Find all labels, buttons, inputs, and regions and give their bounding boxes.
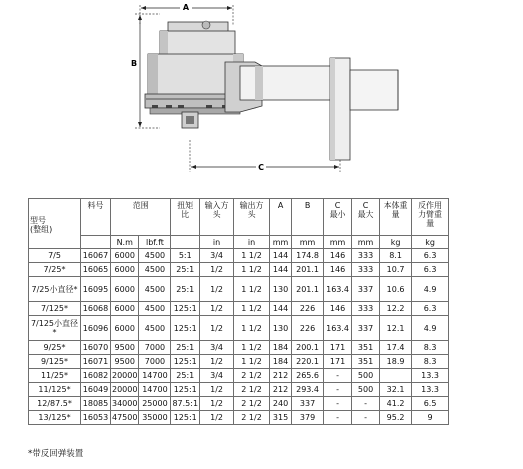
cell-cmax: - xyxy=(352,411,380,425)
cell-lbf: 4500 xyxy=(139,316,171,341)
cell-part: 18085 xyxy=(81,397,111,411)
cell-cmax: 337 xyxy=(352,316,380,341)
unit-output: in xyxy=(234,236,270,249)
table-row xyxy=(29,369,449,383)
unit-body: kg xyxy=(380,236,412,249)
header-c-max-text: C 最大 xyxy=(357,201,374,219)
header-range: 范围 xyxy=(111,199,171,236)
cell-a: 315 xyxy=(270,411,292,425)
cell-part: 16053 xyxy=(81,411,111,425)
unit-c-min: mm xyxy=(324,236,352,249)
dim-c-label: C xyxy=(258,163,264,172)
cell-model: 9/125* xyxy=(29,355,81,369)
cell-ratio: 5:1 xyxy=(171,249,200,263)
cell-ratio: 125:1 xyxy=(171,411,200,425)
cell-react: 8.3 xyxy=(412,341,449,355)
cell-ratio: 125:1 xyxy=(171,383,200,397)
cell-in: 1/2 xyxy=(200,411,234,425)
unit-part-blank xyxy=(81,236,111,249)
cell-b: 220.1 xyxy=(292,355,324,369)
cell-in: 1/2 xyxy=(200,302,234,316)
cell-model: 13/125* xyxy=(29,411,81,425)
header-torque-ratio-text: 扭矩 比 xyxy=(177,201,194,219)
cell-lbf: 4500 xyxy=(139,249,171,263)
cell-part: 16070 xyxy=(81,341,111,355)
cell-body: 8.1 xyxy=(380,249,412,263)
cell-nm: 6000 xyxy=(111,302,139,316)
header-reaction-weight xyxy=(412,199,449,236)
cell-cmin: 146 xyxy=(324,249,352,263)
unit-b: mm xyxy=(292,236,324,249)
table-row xyxy=(29,397,449,411)
header-torque-ratio xyxy=(171,199,200,236)
table-row xyxy=(29,383,449,397)
cell-b: 226 xyxy=(292,316,324,341)
cell-nm: 9500 xyxy=(111,355,139,369)
tool-body xyxy=(145,21,398,160)
header-body-weight-text: 本体重 量 xyxy=(383,201,408,219)
cell-out: 1 1/2 xyxy=(234,316,270,341)
cell-cmax: - xyxy=(352,397,380,411)
header-c-min xyxy=(324,199,352,236)
cell-cmin: 163.4 xyxy=(324,277,352,302)
header-body-weight xyxy=(380,199,412,236)
cell-lbf: 7000 xyxy=(139,355,171,369)
cell-a: 184 xyxy=(270,355,292,369)
header-part-no: 料号 xyxy=(81,199,111,236)
cell-cmin: - xyxy=(324,383,352,397)
cell-ratio: 87.5:1 xyxy=(171,397,200,411)
cell-out: 1 1/2 xyxy=(234,249,270,263)
cell-out: 1 1/2 xyxy=(234,277,270,302)
header-row xyxy=(29,199,449,236)
cell-part: 16071 xyxy=(81,355,111,369)
cell-in: 1/2 xyxy=(200,355,234,369)
unit-row xyxy=(29,236,449,249)
cell-cmin: 146 xyxy=(324,302,352,316)
cell-ratio: 25:1 xyxy=(171,277,200,302)
cell-react: 9 xyxy=(412,411,449,425)
cell-a: 212 xyxy=(270,383,292,397)
header-model-text: 型号 (整组) xyxy=(30,215,53,234)
cell-out: 2 1/2 xyxy=(234,383,270,397)
cell-out: 2 1/2 xyxy=(234,411,270,425)
cell-a: 144 xyxy=(270,263,292,277)
cell-nm: 20000 xyxy=(111,383,139,397)
table-row xyxy=(29,249,449,263)
cell-react: 13.3 xyxy=(412,383,449,397)
cell-lbf: 4500 xyxy=(139,277,171,302)
cell-react: 4.9 xyxy=(412,277,449,302)
spec-table xyxy=(28,198,449,425)
header-output-square xyxy=(234,199,270,236)
cell-out: 1 1/2 xyxy=(234,302,270,316)
cell-cmax: 500 xyxy=(352,383,380,397)
table-row xyxy=(29,411,449,425)
cell-part: 16065 xyxy=(81,263,111,277)
cell-model: 7/25小直径* xyxy=(29,277,81,302)
cell-part: 16067 xyxy=(81,249,111,263)
header-c-max xyxy=(352,199,380,236)
cell-react: 6.3 xyxy=(412,302,449,316)
cell-in: 1/2 xyxy=(200,397,234,411)
cell-model: 11/25* xyxy=(29,369,81,383)
header-input-square xyxy=(200,199,234,236)
cell-body: 18.9 xyxy=(380,355,412,369)
dim-b-label: B xyxy=(130,59,138,68)
header-a: A xyxy=(270,199,292,236)
cell-cmin: - xyxy=(324,411,352,425)
cell-ratio: 25:1 xyxy=(171,369,200,383)
cell-cmin: 146 xyxy=(324,263,352,277)
product-drawing xyxy=(0,0,523,185)
cell-cmax: 333 xyxy=(352,263,380,277)
cell-body: 32.1 xyxy=(380,383,412,397)
table-row xyxy=(29,355,449,369)
cell-model: 12/87.5* xyxy=(29,397,81,411)
cell-react: 6.5 xyxy=(412,397,449,411)
dimension-c xyxy=(190,140,340,172)
cell-lbf: 14700 xyxy=(139,383,171,397)
cell-b: 293.4 xyxy=(292,383,324,397)
cell-cmin: - xyxy=(324,369,352,383)
cell-cmax: 500 xyxy=(352,369,380,383)
cell-in: 1/2 xyxy=(200,263,234,277)
cell-nm: 34000 xyxy=(111,397,139,411)
cell-react: 6.3 xyxy=(412,263,449,277)
cell-part: 16049 xyxy=(81,383,111,397)
cell-b: 201.1 xyxy=(292,263,324,277)
cell-body: 95.2 xyxy=(380,411,412,425)
cell-ratio: 125:1 xyxy=(171,316,200,341)
cell-body: 41.2 xyxy=(380,397,412,411)
header-b: B xyxy=(292,199,324,236)
cell-nm: 20000 xyxy=(111,369,139,383)
table-row xyxy=(29,316,449,341)
header-output-square-text: 输出方 头 xyxy=(239,201,264,219)
cell-part: 16096 xyxy=(81,316,111,341)
cell-a: 212 xyxy=(270,369,292,383)
cell-lbf: 4500 xyxy=(139,263,171,277)
table-body xyxy=(29,249,449,425)
header-model xyxy=(29,199,81,249)
cell-body: 12.2 xyxy=(380,302,412,316)
cell-cmin: 171 xyxy=(324,355,352,369)
cell-react: 6.3 xyxy=(412,249,449,263)
unit-a: mm xyxy=(270,236,292,249)
unit-nm: N.m xyxy=(111,236,139,249)
cell-lbf: 25000 xyxy=(139,397,171,411)
cell-b: 201.1 xyxy=(292,277,324,302)
cell-react: 13.3 xyxy=(412,369,449,383)
cell-in: 1/2 xyxy=(200,383,234,397)
cell-cmin: 163.4 xyxy=(324,316,352,341)
cell-a: 144 xyxy=(270,302,292,316)
cell-out: 1 1/2 xyxy=(234,355,270,369)
cell-part: 16068 xyxy=(81,302,111,316)
cell-react: 4.9 xyxy=(412,316,449,341)
cell-ratio: 125:1 xyxy=(171,355,200,369)
cell-nm: 6000 xyxy=(111,277,139,302)
cell-in: 3/4 xyxy=(200,341,234,355)
cell-b: 174.8 xyxy=(292,249,324,263)
cell-a: 144 xyxy=(270,249,292,263)
cell-b: 337 xyxy=(292,397,324,411)
cell-cmin: 171 xyxy=(324,341,352,355)
footnote: *带反回弹装置 xyxy=(28,449,84,459)
cell-lbf: 4500 xyxy=(139,302,171,316)
cell-react: 8.3 xyxy=(412,355,449,369)
cell-b: 226 xyxy=(292,302,324,316)
unit-lbf: lbf.ft xyxy=(139,236,171,249)
cell-part: 16095 xyxy=(81,277,111,302)
table-row xyxy=(29,341,449,355)
cell-a: 130 xyxy=(270,277,292,302)
cell-part: 16082 xyxy=(81,369,111,383)
cell-in: 1/2 xyxy=(200,316,234,341)
cell-cmax: 351 xyxy=(352,341,380,355)
unit-input: in xyxy=(200,236,234,249)
cell-nm: 9500 xyxy=(111,341,139,355)
dim-a-label: A xyxy=(182,3,190,12)
cell-ratio: 125:1 xyxy=(171,302,200,316)
cell-out: 2 1/2 xyxy=(234,369,270,383)
cell-nm: 6000 xyxy=(111,263,139,277)
cell-a: 130 xyxy=(270,316,292,341)
cell-b: 265.6 xyxy=(292,369,324,383)
cell-lbf: 14700 xyxy=(139,369,171,383)
cell-in: 1/2 xyxy=(200,277,234,302)
cell-out: 2 1/2 xyxy=(234,397,270,411)
table-row xyxy=(29,302,449,316)
table-row xyxy=(29,277,449,302)
cell-ratio: 25:1 xyxy=(171,341,200,355)
cell-cmax: 337 xyxy=(352,277,380,302)
cell-nm: 6000 xyxy=(111,249,139,263)
cell-a: 184 xyxy=(270,341,292,355)
cell-model: 7/25* xyxy=(29,263,81,277)
unit-reaction: kg xyxy=(412,236,449,249)
cell-body xyxy=(380,369,412,383)
header-input-square-text: 输入方 头 xyxy=(204,201,229,219)
cell-b: 379 xyxy=(292,411,324,425)
cell-b: 200.1 xyxy=(292,341,324,355)
cell-body: 10.6 xyxy=(380,277,412,302)
cell-model: 11/125* xyxy=(29,383,81,397)
header-c-min-text: C 最小 xyxy=(329,201,346,219)
cell-cmax: 333 xyxy=(352,249,380,263)
unit-c-max: mm xyxy=(352,236,380,249)
cell-in: 3/4 xyxy=(200,369,234,383)
cell-cmin: - xyxy=(324,397,352,411)
cell-out: 1 1/2 xyxy=(234,341,270,355)
cell-ratio: 25:1 xyxy=(171,263,200,277)
cell-out: 1 1/2 xyxy=(234,263,270,277)
cell-in: 3/4 xyxy=(200,249,234,263)
cell-lbf: 35000 xyxy=(139,411,171,425)
unit-ratio-blank xyxy=(171,236,200,249)
cell-model: 7/5 xyxy=(29,249,81,263)
cell-cmax: 333 xyxy=(352,302,380,316)
cell-cmax: 351 xyxy=(352,355,380,369)
cell-lbf: 7000 xyxy=(139,341,171,355)
cell-model: 7/125小直径* xyxy=(29,316,81,341)
cell-body: 12.1 xyxy=(380,316,412,341)
cell-nm: 47500 xyxy=(111,411,139,425)
cell-a: 240 xyxy=(270,397,292,411)
cell-nm: 6000 xyxy=(111,316,139,341)
cell-model: 9/25* xyxy=(29,341,81,355)
cell-body: 10.7 xyxy=(380,263,412,277)
cell-model: 7/125* xyxy=(29,302,81,316)
header-reaction-weight-text: 反作用 力臂重 量 xyxy=(418,201,443,228)
table-row xyxy=(29,263,449,277)
cell-body: 17.4 xyxy=(380,341,412,355)
